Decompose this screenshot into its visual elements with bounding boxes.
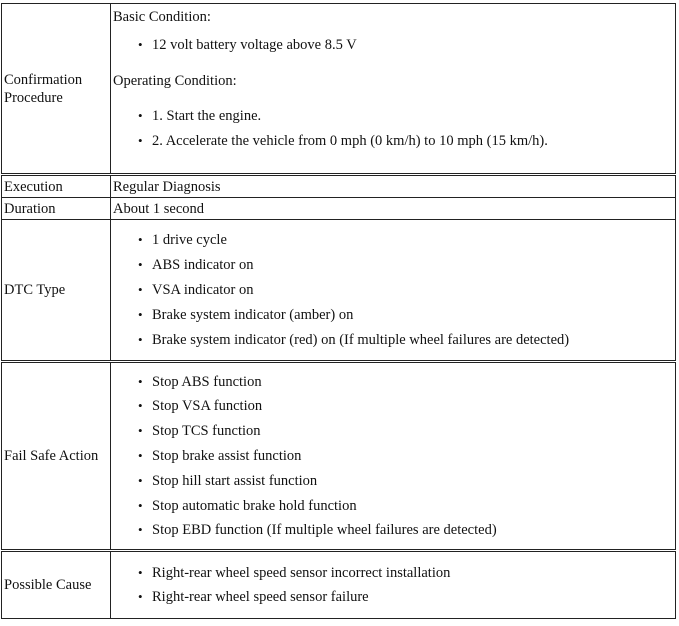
- diagnostic-spec-table: [1, 3, 676, 619]
- confirmation-content: [111, 4, 676, 175]
- list-item: • 1. Start the engine.: [152, 107, 673, 125]
- list-item: • Stop TCS function: [152, 422, 673, 440]
- execution-value: Regular Diagnosis: [111, 175, 676, 198]
- list-item: • Stop brake assist function: [152, 447, 673, 465]
- list-item: • Stop ABS function: [152, 373, 673, 391]
- list-item: • Stop hill start assist function: [152, 472, 673, 490]
- possible-cause-label: Possible Cause: [2, 551, 111, 619]
- operating-condition-title: Operating Condition:: [113, 73, 237, 89]
- dtc-type-list: [113, 231, 673, 348]
- list-item: • Stop automatic brake hold function: [152, 497, 673, 515]
- fail-safe-row: [2, 362, 676, 551]
- confirmation-label: Confirmation Procedure: [2, 4, 111, 175]
- fail-safe-label: Fail Safe Action: [2, 362, 111, 551]
- basic-condition-list: [113, 36, 673, 54]
- confirmation-row: [2, 4, 676, 175]
- duration-row: [2, 198, 676, 220]
- list-item: • Brake system indicator (red) on (If multiple wheel failures are detected): [152, 331, 673, 349]
- dtc-type-content: [111, 220, 676, 362]
- execution-label: Execution: [2, 175, 111, 198]
- list-item: • VSA indicator on: [152, 281, 673, 299]
- fail-safe-content: [111, 362, 676, 551]
- list-item: • Right-rear wheel speed sensor failure: [152, 588, 673, 606]
- fail-safe-list: [113, 373, 673, 540]
- list-item: • 2. Accelerate the vehicle from 0 mph (0 km/h) to 10 mph (15 km/h).: [152, 132, 673, 150]
- list-item: • Right-rear wheel speed sensor incorrect installation: [152, 564, 673, 582]
- operating-condition-list: [113, 107, 673, 150]
- execution-row: [2, 175, 676, 198]
- list-item: • Stop EBD function (If multiple wheel failures are detected): [152, 521, 673, 539]
- possible-cause-content: [111, 551, 676, 619]
- list-item: • Brake system indicator (amber) on: [152, 306, 673, 324]
- basic-condition-title: Basic Condition:: [113, 9, 211, 25]
- dtc-type-label: DTC Type: [2, 220, 111, 362]
- duration-label: Duration: [2, 198, 111, 220]
- list-item: • Stop VSA function: [152, 397, 673, 415]
- list-item: • 12 volt battery voltage above 8.5 V: [152, 36, 673, 54]
- dtc-type-row: [2, 220, 676, 362]
- possible-cause-list: [113, 564, 673, 607]
- duration-value: About 1 second: [111, 198, 676, 220]
- list-item: • 1 drive cycle: [152, 231, 673, 249]
- possible-cause-row: [2, 551, 676, 619]
- list-item: • ABS indicator on: [152, 256, 673, 274]
